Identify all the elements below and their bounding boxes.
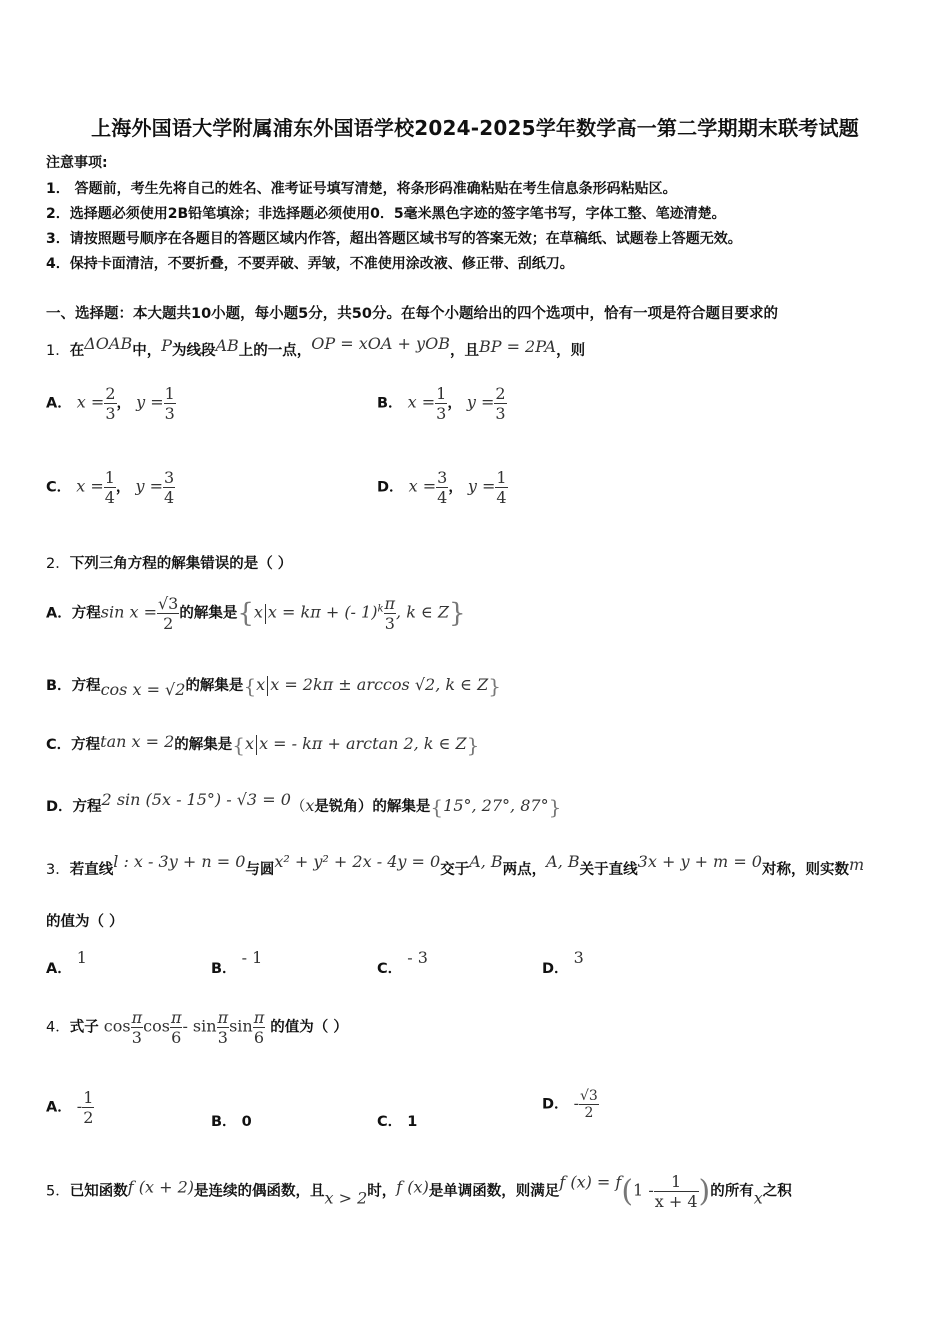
question-1: 1．在ΔOAB中，P为线段AB上的一点，OP = xOA + yOB，且BP = 2PA，则 [46,334,586,359]
q1-option-c[interactable]: C． x = $\frac{1}{4}$ ， y = $\frac{3}{4}$ [46,468,175,507]
q2-option-b[interactable]: B．方程cos x = √2的解集是{x x = 2kπ ± arccos √2, k ∈ Z} [46,674,501,699]
question-4: 4．式子 cos $\frac{\pi}{3}$ cos $\frac{\pi}{6}$ - sin $\frac{\pi}{3}$ sin $\frac{\pi}{6}$ 的值为（ ） [46,1008,348,1047]
q1-option-d[interactable]: D． x = $\frac{3}{4}$ ， y = $\frac{1}{4}$ [377,468,507,507]
question-number: 1． [46,343,70,359]
question-3-cont: 的值为（ ） [46,914,124,930]
q3-option-b[interactable]: B． - 1 [211,948,263,977]
notice-item-4: 4．保持卡面清洁，不要折叠，不要弄破、弄皱，不准使用涂改液、修正带、刮纸刀。 [46,256,574,272]
q1-option-a[interactable]: A． x = $\frac{2}{3}$ ， y = $\frac{1}{3}$ [46,384,175,423]
q4-option-b[interactable]: B． 0 [211,1114,252,1130]
q3-option-c[interactable]: C． - 3 [377,948,428,977]
q4-option-c[interactable]: C． 1 [377,1114,418,1130]
question-3: 3．若直线l : x - 3y + n = 0与圆x² + y² + 2x - 4y = 0交于A, B两点，A, B关于直线3x + y + m = 0对称，则实数m [46,852,865,878]
q3-option-d[interactable]: D． 3 [542,948,584,977]
page-title: 上海外国语大学附属浦东外国语学校2024-2025学年数学高一第二学期期末联考试题 [91,116,859,140]
q4-option-a[interactable]: A． - $\frac{1}{2}$ [46,1088,94,1127]
q2-option-d[interactable]: D．方程2 sin (5x - 15°) - √3 = 0（x是锐角）的解集是{15°, 27°, 87°} [46,790,562,819]
notice-item-2: 2．选择题必须使用2B铅笔填涂；非选择题必须使用0．5毫米黑色字迹的签字笔书写，字体工整、笔迹清楚。 [46,206,726,222]
q4-option-d[interactable]: D． - $\frac{√3}{2}$ [542,1088,598,1121]
q2-option-c[interactable]: C．方程tan x = 2的解集是{x x = - kπ + arctan 2, k ∈ Z} [46,732,480,757]
notice-item-3: 3．请按照题号顺序在各题目的答题区域内作答，超出答题区域书写的答案无效；在草稿纸、试题卷上答题无效。 [46,231,742,247]
section-heading: 一、选择题：本大题共10小题，每小题5分，共50分。在每个小题给出的四个选项中，恰有一项是符合题目要求的 [46,306,778,322]
question-5: 5．已知函数f (x + 2)是连续的偶函数，且x > 2时，f (x)是单调函数，则满足f (x) = f(1 - $\frac{1}{x + 4}$ )的所有x之积 [46,1172,792,1211]
notice-heading: 注意事项: [46,155,108,171]
question-2: 2．下列三角方程的解集错误的是（ ） [46,556,293,572]
notice-item-1: 1． 答题前，考生先将自己的姓名、准考证号填写清楚，将条形码准确粘贴在考生信息条形码粘贴区。 [46,181,677,197]
q2-option-a[interactable]: A．方程sin x = $\frac{√3}{2}$ 的解集是{x x = kπ + (- 1)$^k$ $\frac{\pi}{3}$ , k ∈ Z} [46,594,466,633]
q1-option-b[interactable]: B． x = $\frac{1}{3}$ ， y = $\frac{2}{3}$ [377,384,506,423]
q3-option-a[interactable]: A． 1 [46,948,87,977]
